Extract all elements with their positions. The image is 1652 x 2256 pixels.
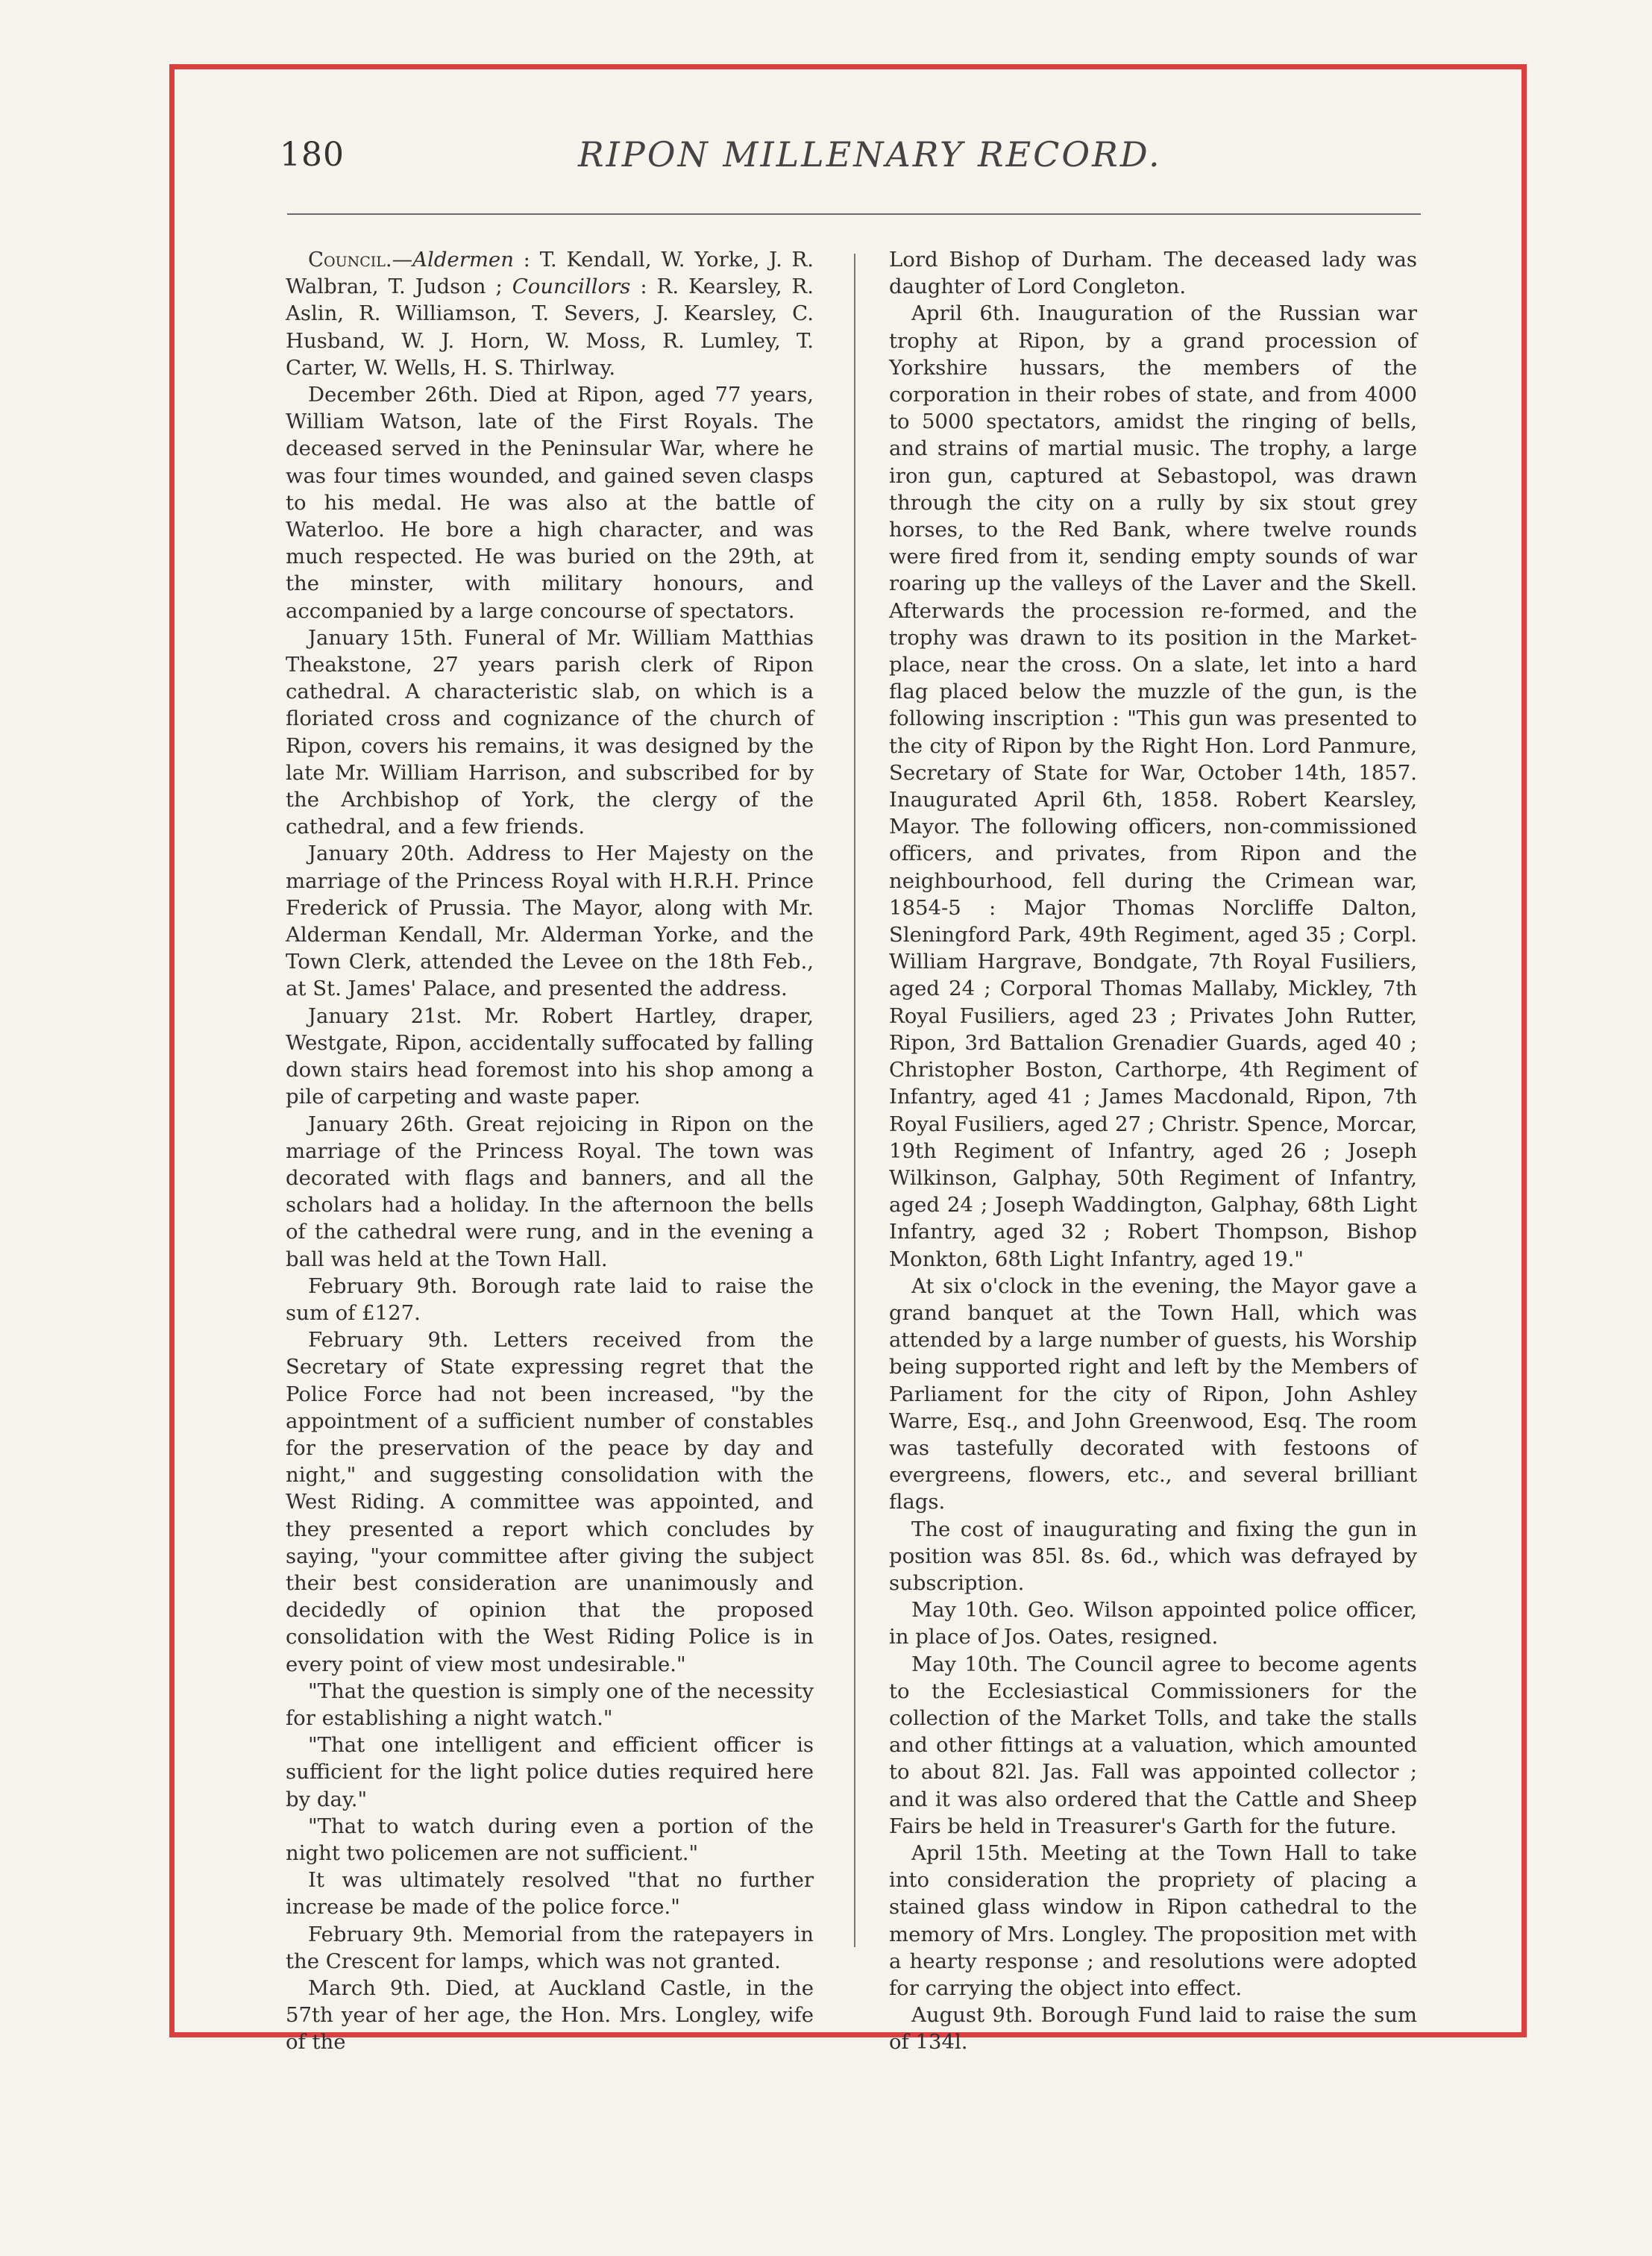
- paragraph: "That one intelligent and efficient officer is sufficient for the light police duties required here by day.": [286, 1733, 814, 1811]
- aldermen-label: Aldermen: [412, 248, 514, 272]
- paragraph: "That the question is simply one of the necessity for establishing a night watch.": [286, 1679, 814, 1730]
- paragraph: August 9th. Borough Fund laid to raise the sum of 134l.: [889, 2003, 1417, 2055]
- left-column: [286, 246, 814, 2055]
- paragraph: May 10th. Geo. Wilson appointed police officer, in place of Jos. Oates, resigned.: [889, 1598, 1417, 1649]
- page-number: 180: [280, 136, 345, 174]
- paragraph: January 21st. Mr. Robert Hartley, draper, Westgate, Ripon, accidentally suffocated by falling down stairs head foremost into his shop among a pile of carpeting and waste paper.: [286, 1003, 814, 1109]
- right-column: [889, 246, 1417, 2055]
- paragraph: February 9th. Memorial from the ratepayers in the Crescent for lamps, which was not granted.: [286, 1922, 814, 1973]
- paragraph: January 15th. Funeral of Mr. William Matthias Theakstone, 27 years parish clerk of Ripon cathedral. A characteristic slab, on which is a floriated cross and cognizance of the church of Ripon, covers his remains, it was designed by the late Mr. William Harrison, and subscribed for by the Archbishop of York, the clergy of the cathedral, and a few friends.: [286, 625, 814, 839]
- paragraph: March 9th. Died, at Auckland Castle, in the 57th year of her age, the Hon. Mrs. Longley, wife of the: [286, 1976, 814, 2055]
- councillors-label: Councillors: [512, 275, 631, 299]
- paragraph: December 26th. Died at Ripon, aged 77 years, William Watson, late of the First Royals. The deceased served in the Peninsular War, where he was four times wounded, and gained seven clasps to his medal. He was also at the battle of Waterloo. He bore a high character, and was much respected. He was buried on the 29th, at the minster, with military honours, and accompanied by a large concourse of spectators.: [286, 383, 814, 623]
- paragraph: The cost of inaugurating and fixing the gun in position was 85l. 8s. 6d., which was defrayed by subscription.: [889, 1517, 1417, 1595]
- paragraph: January 20th. Address to Her Majesty on the marriage of the Princess Royal with H.R.H. Prince Frederick of Prussia. The Mayor, along with Mr. Alderman Kendall, Mr. Alderman Yorke, and the Town Clerk, attended the Levee on the 18th Feb., at St. James' Palace, and presented the address.: [286, 842, 814, 1001]
- paragraph: February 9th. Letters received from the Secretary of State expressing regret that the Police Force had not been increased, "by the appointment of a sufficient number of constables for the preservation of the peace by day and night," and suggesting consolidation with the West Riding. A committee was appointed, and they presented a report which concludes by saying, "your committee after giving the subject their best consideration are unanimously and decidedly of opinion that the proposed consolidation with the West Riding Police is in every point of view most undesirable.": [286, 1328, 814, 1676]
- column-divider: [854, 254, 855, 1947]
- paragraph: "That to watch during even a portion of the night two policemen are not sufficient.": [286, 1814, 814, 1865]
- paragraph: May 10th. The Council agree to become agents to the Ecclesiastical Commissioners for the collection of the Market Tolls, and take the stalls and other fittings at a valuation, which amounted to about 82l. Jas. Fall was appointed collector ; and it was also ordered that the Cattle and Sheep Fairs be held in Treasurer's Garth for the future.: [889, 1652, 1417, 1838]
- paragraph: April 6th. Inauguration of the Russian war trophy at Ripon, by a grand procession of Yorkshire hussars, the members of the corporation in their robes of state, and from 4000 to 5000 spectators, amidst the ringing of bells, and strains of martial music. The trophy, a large iron gun, captured at Sebastopol, was drawn through the city on a rully by six stout grey horses, to the Red Bank, where twelve rounds were fired from it, sending empty sounds of war roaring up the valleys of the Laver and the Skell. Afterwards the procession re-formed, and the trophy was drawn to its position in the Market-place, near the cross. On a slate, let into a hard flag placed below the muzzle of the gun, is the following inscription : "This gun was presented to the city of Ripon by the Right Hon. Lord Panmure, Secretary of State for War, October 14th, 1857. Inaugurated April 6th, 1858. Robert Kearsley, Mayor. The following officers, non-commissioned officers, and privates, from Ripon and the neighbourhood, fell during the Crimean war, 1854-5 : Major Thomas Norcliffe Dalton, Sleningford Park, 49th Regiment, aged 35 ; Corpl. William Hargrave, Bondgate, 7th Royal Fusiliers, aged 24 ; Corporal Thomas Mallaby, Mickley, 7th Royal Fusiliers, aged 23 ; Privates John Rutter, Ripon, 3rd Battalion Grenadier Guards, aged 40 ; Christopher Boston, Carthorpe, 4th Regiment of Infantry, aged 41 ; James Macdonald, Ripon, 7th Royal Fusiliers, aged 27 ; Christr. Spence, Morcar, 19th Regiment of Infantry, aged 26 ; Joseph Wilkinson, Galphay, 50th Regiment of Infantry, aged 24 ; Joseph Waddington, Galphay, 68th Light Infantry, aged 32 ; Robert Thompson, Bishop Monkton, 68th Light Infantry, aged 19.": [889, 301, 1417, 1271]
- council-paragraph: Council.—Aldermen : T. Kendall, W. Yorke, J. R. Walbran, T. Judson ; Councillors : R. Kearsley, R. Aslin, R. Williamson, T. Severs, J. Kearsley, C. Husband, W. J. Horn, W. Moss, R. Lumley, T. Carter, W. Wells, H. S. Thirlway.: [286, 248, 814, 380]
- paragraph: April 15th. Meeting at the Town Hall to take into consideration the propriety of placing a stained glass window in Ripon cathedral to the memory of Mrs. Longley. The proposition met with a hearty response ; and resolutions were adopted for carrying the object into effect.: [889, 1840, 1417, 2000]
- aldermen-list: T. Kendall, W. Yorke, J. R. Walbran, T. Judson ;: [286, 248, 814, 299]
- council-label: Council: [308, 248, 386, 272]
- paragraph: At six o'clock in the evening, the Mayor gave a grand banquet at the Town Hall, which was attended by a large number of guests, his Worship being supported right and left by the Members of Parliament for the city of Ripon, John Ashley Warre, Esq., and John Greenwood, Esq. The room was tastefully decorated with festoons of evergreens, flowers, etc., and several brilliant flags.: [889, 1273, 1417, 1514]
- header-rule: [287, 213, 1421, 215]
- paragraph: January 26th. Great rejoicing in Ripon on the marriage of the Princess Royal. The town was decorated with flags and banners, and all the scholars had a holiday. In the afternoon the bells of the cathedral were rung, and in the evening a ball was held at the Town Hall.: [286, 1112, 814, 1271]
- councillors-list: R. Kearsley, R. Aslin, R. Williamson, T. Severs, J. Kearsley, C. Husband, W. J. Horn, W. Moss, R. Lumley, T. Carter, W. Wells, H. S. Thirlway.: [286, 275, 814, 380]
- paragraph: February 9th. Borough rate laid to raise the sum of £127.: [286, 1273, 814, 1325]
- paragraph: It was ultimately resolved "that no further increase be made of the police force.": [286, 1868, 814, 1920]
- running-title: RIPON MILLENARY RECORD.: [578, 134, 1162, 175]
- paragraph: Lord Bishop of Durham. The deceased lady was daughter of Lord Congleton.: [889, 248, 1417, 299]
